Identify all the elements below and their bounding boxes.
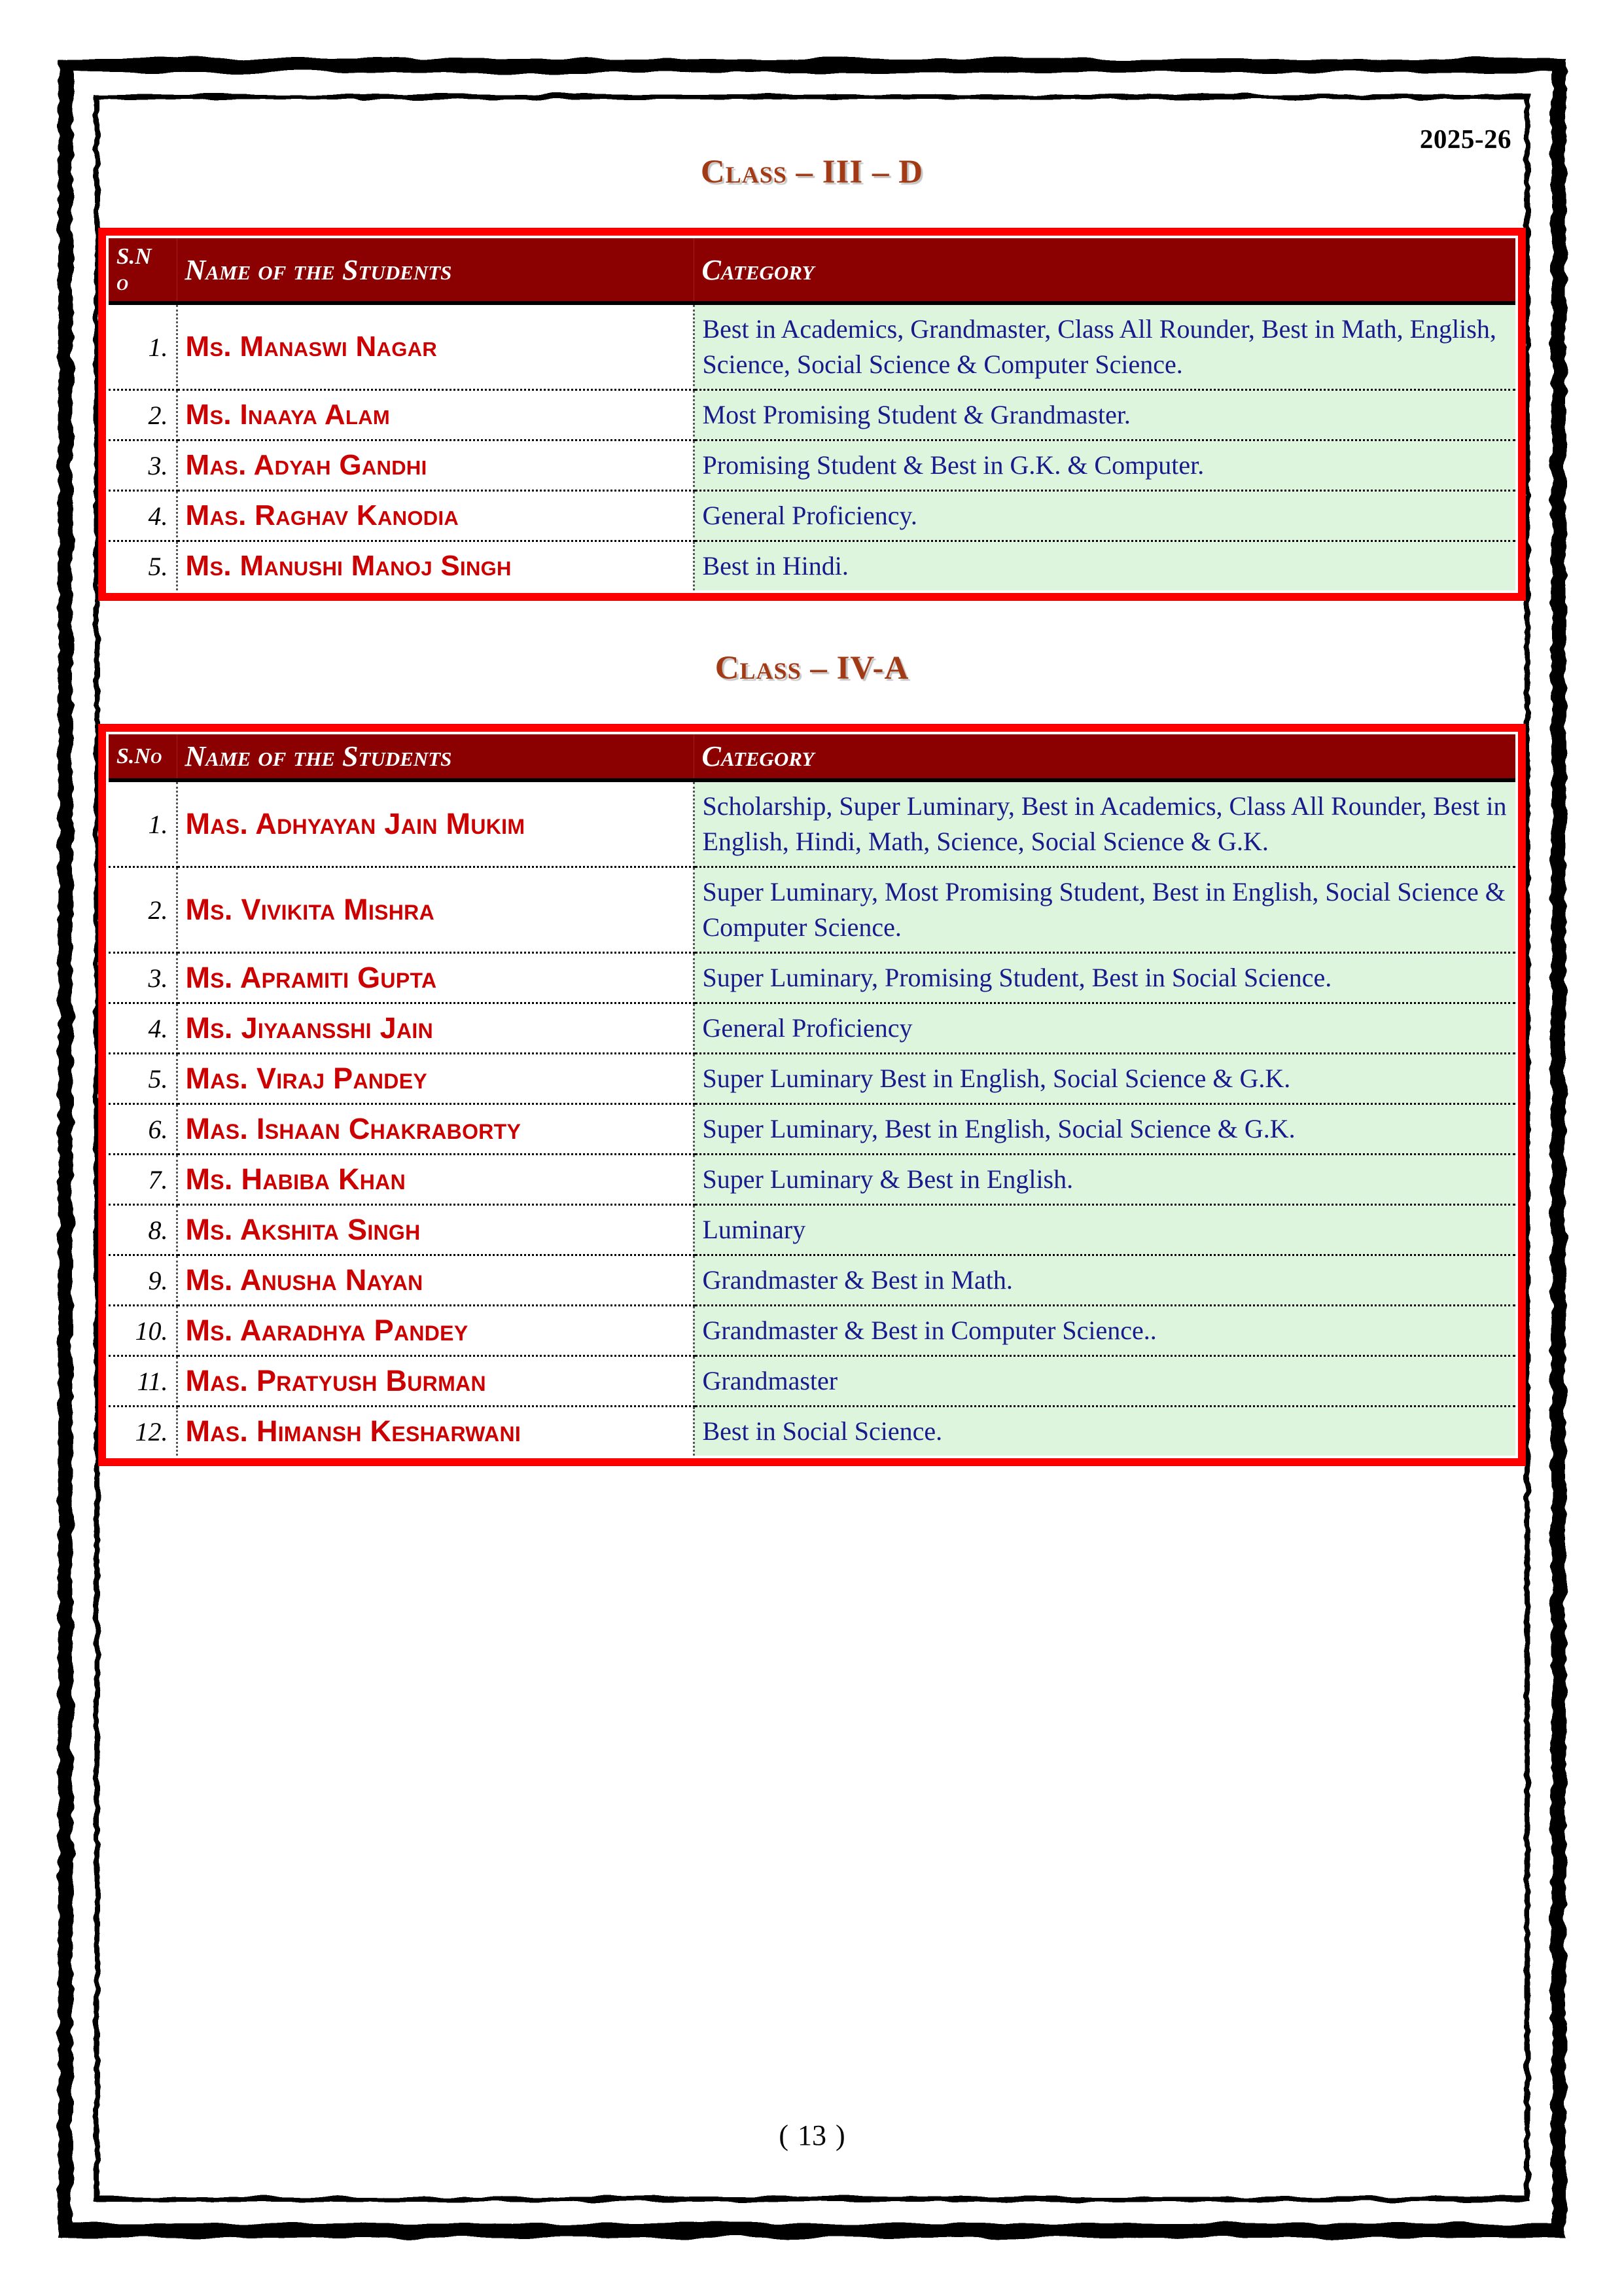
cell-category: Grandmaster & Best in Math. bbox=[694, 1255, 1515, 1306]
cell-student-name: Mas. Viraj Pandey bbox=[177, 1054, 694, 1104]
cell-student-name: Ms. Manaswi Nagar bbox=[177, 303, 694, 390]
cell-student-name: Mas. Ishaan Chakraborty bbox=[177, 1104, 694, 1155]
cell-serial-number: 2. bbox=[109, 867, 177, 953]
table-row bbox=[109, 780, 1515, 867]
cell-category: Most Promising Student & Grandmaster. bbox=[694, 390, 1515, 440]
page-number-open-paren: ( bbox=[779, 2119, 788, 2151]
cell-category: Best in Hindi. bbox=[694, 541, 1515, 591]
cell-student-name: Mas. Himansh Kesharwani bbox=[177, 1407, 694, 1456]
cell-student-name: Ms. Vivikita Mishra bbox=[177, 867, 694, 953]
cell-serial-number: 1. bbox=[109, 780, 177, 867]
column-header-serial-number: S.No bbox=[109, 734, 177, 780]
cell-student-name: Ms. Akshita Singh bbox=[177, 1205, 694, 1255]
cell-student-name: Ms. Aaradhya Pandey bbox=[177, 1306, 694, 1356]
table-row bbox=[109, 541, 1515, 591]
cell-serial-number: 2. bbox=[109, 390, 177, 440]
session-year-label: 2025-26 bbox=[1419, 124, 1511, 154]
cell-category: Grandmaster bbox=[694, 1356, 1515, 1407]
cell-category: Luminary bbox=[694, 1205, 1515, 1255]
cell-category: Grandmaster & Best in Computer Science.. bbox=[694, 1306, 1515, 1356]
cell-category: Super Luminary, Promising Student, Best in Social Science. bbox=[694, 953, 1515, 1003]
column-header-serial-number bbox=[109, 238, 177, 303]
cell-student-name: Ms. Inaaya Alam bbox=[177, 390, 694, 440]
cell-serial-number: 8. bbox=[109, 1205, 177, 1255]
cell-category: Scholarship, Super Luminary, Best in Academics, Class All Rounder, Best in English, Hindi, Math, Science, Social Science & G.K. bbox=[694, 780, 1515, 867]
award-table-frame-class-4a bbox=[98, 724, 1526, 1466]
section-title-class-4a: Class – IV-A bbox=[715, 650, 909, 687]
cell-student-name: Ms. Habiba Khan bbox=[177, 1155, 694, 1205]
table-row bbox=[109, 1104, 1515, 1155]
cell-serial-number: 9. bbox=[109, 1255, 177, 1306]
cell-serial-number: 3. bbox=[109, 440, 177, 491]
cell-serial-number: 10. bbox=[109, 1306, 177, 1356]
cell-category: Promising Student & Best in G.K. & Computer. bbox=[694, 440, 1515, 491]
table-row bbox=[109, 1356, 1515, 1407]
column-header-category: Category bbox=[694, 238, 1515, 303]
table-row bbox=[109, 1155, 1515, 1205]
cell-category: Best in Social Science. bbox=[694, 1407, 1515, 1456]
cell-serial-number: 1. bbox=[109, 303, 177, 390]
column-header-student-name: Name of the Students bbox=[177, 734, 694, 780]
section-title-class-3d: Class – III – D bbox=[700, 154, 924, 190]
table-row bbox=[109, 1407, 1515, 1456]
cell-category: General Proficiency. bbox=[694, 491, 1515, 541]
table-row bbox=[109, 491, 1515, 541]
cell-serial-number: 12. bbox=[109, 1407, 177, 1456]
cell-category: Best in Academics, Grandmaster, Class All Rounder, Best in Math, English, Science, Social Science & Computer Science. bbox=[694, 303, 1515, 390]
cell-student-name: Ms. Anusha Nayan bbox=[177, 1255, 694, 1306]
cell-serial-number: 7. bbox=[109, 1155, 177, 1205]
table-row bbox=[109, 1054, 1515, 1104]
cell-category: Super Luminary & Best in English. bbox=[694, 1155, 1515, 1205]
page-number-value: 13 bbox=[798, 2119, 826, 2151]
award-table-frame-class-3d bbox=[98, 228, 1526, 601]
table-header-row bbox=[109, 734, 1515, 780]
table-row bbox=[109, 440, 1515, 491]
table-row bbox=[109, 1205, 1515, 1255]
table-row bbox=[109, 953, 1515, 1003]
column-header-category: Category bbox=[694, 734, 1515, 780]
cell-student-name: Mas. Adyah Gandhi bbox=[177, 440, 694, 491]
cell-serial-number: 5. bbox=[109, 1054, 177, 1104]
award-table-frame-inner-3d bbox=[106, 236, 1518, 593]
table-row bbox=[109, 1003, 1515, 1054]
page-number bbox=[98, 2119, 1526, 2152]
table-row bbox=[109, 390, 1515, 440]
award-table-class-3d bbox=[109, 238, 1515, 590]
award-table-body-3d bbox=[109, 303, 1515, 590]
cell-serial-number: 6. bbox=[109, 1104, 177, 1155]
cell-category: Super Luminary Best in English, Social Science & G.K. bbox=[694, 1054, 1515, 1104]
cell-student-name: Ms. Manushi Manoj Singh bbox=[177, 541, 694, 591]
cell-serial-number: 4. bbox=[109, 491, 177, 541]
cell-student-name: Mas. Adhyayan Jain Mukim bbox=[177, 780, 694, 867]
cell-serial-number: 11. bbox=[109, 1356, 177, 1407]
cell-serial-number: 3. bbox=[109, 953, 177, 1003]
page-number-close-paren: ) bbox=[836, 2119, 845, 2151]
sno-header-line-2: o bbox=[116, 270, 129, 295]
sno-header-line-1: S.N bbox=[116, 243, 152, 269]
cell-student-name: Ms. Apramiti Gupta bbox=[177, 953, 694, 1003]
table-row bbox=[109, 1255, 1515, 1306]
cell-student-name: Mas. Raghav Kanodia bbox=[177, 491, 694, 541]
award-table-class-4a bbox=[109, 734, 1515, 1456]
cell-category: Super Luminary, Most Promising Student, Best in English, Social Science & Computer Science. bbox=[694, 867, 1515, 953]
cell-student-name: Ms. Jiyaansshi Jain bbox=[177, 1003, 694, 1054]
table-row bbox=[109, 1306, 1515, 1356]
table-row bbox=[109, 303, 1515, 390]
cell-serial-number: 5. bbox=[109, 541, 177, 591]
cell-category: Super Luminary, Best in English, Social Science & G.K. bbox=[694, 1104, 1515, 1155]
column-header-student-name: Name of the Students bbox=[177, 238, 694, 303]
cell-serial-number: 4. bbox=[109, 1003, 177, 1054]
table-header-row bbox=[109, 238, 1515, 303]
cell-student-name: Mas. Pratyush Burman bbox=[177, 1356, 694, 1407]
award-table-body-4a bbox=[109, 780, 1515, 1456]
page-content-area bbox=[98, 98, 1526, 2198]
cell-category: General Proficiency bbox=[694, 1003, 1515, 1054]
table-row bbox=[109, 867, 1515, 953]
award-table-frame-inner-4a bbox=[106, 732, 1518, 1458]
